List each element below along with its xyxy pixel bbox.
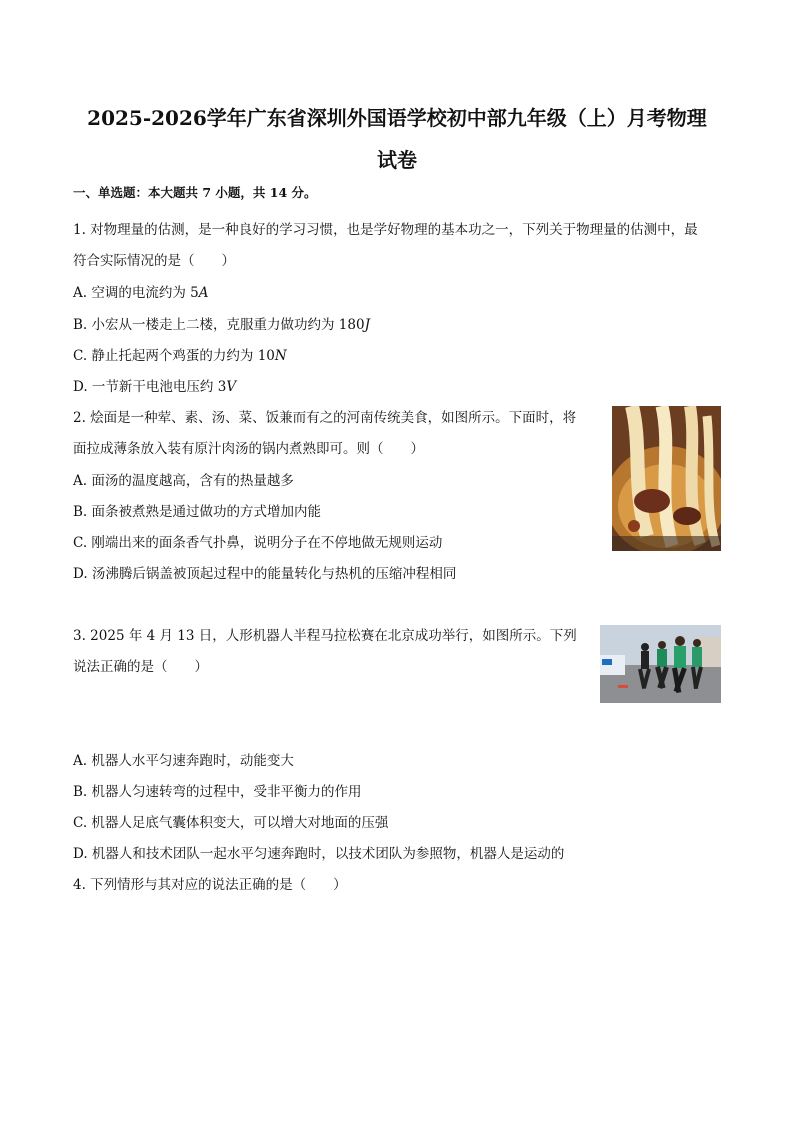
question-1-option-a	[73, 281, 208, 301]
question-2-stem: 2. 烩面是一种荤、素、汤、菜、饭兼而有之的河南传统美食，如图所示。下面时，将	[73, 410, 577, 426]
unit-symbol: N	[274, 348, 287, 364]
question-3-option-d: D. 机器人和技术团队一起水平匀速奔跑时，以技术团队为参照物，机器人是运动的	[73, 846, 565, 862]
question-1-stem-continued: 符合实际情况的是（ ）	[73, 253, 235, 269]
question-2-option-a: A. 面汤的温度越高，含有的热量越多	[73, 473, 294, 489]
unit-symbol: V	[226, 379, 237, 395]
unit-symbol: J	[364, 317, 370, 333]
option-text: A. 空调的电流约为 5	[73, 285, 199, 301]
question-3-stem: 3. 2025 年 4 月 13 日，人形机器人半程马拉松赛在北京成功举行，如图所示。下列	[73, 628, 577, 644]
question-3-option-b: B. 机器人匀速转弯的过程中，受非平衡力的作用	[73, 784, 362, 800]
question-1-option-c	[73, 344, 287, 364]
page-title-continued: 试卷	[377, 148, 417, 172]
question-4-stem: 4. 下列情形与其对应的说法正确的是（ ）	[73, 877, 347, 893]
section-heading: 一、单选题：本大题共 7 小题，共 14 分。	[73, 185, 317, 200]
question-3-option-a: A. 机器人水平匀速奔跑时，动能变大	[73, 753, 294, 769]
question-2-option-d: D. 汤沸腾后锅盖被顶起过程中的能量转化与热机的压缩冲程相同	[73, 566, 457, 582]
question-2-option-b: B. 面条被煮熟是通过做功的方式增加内能	[73, 504, 322, 520]
option-text: D. 一节新干电池电压约 3	[73, 379, 227, 395]
robot-marathon-image	[600, 625, 721, 703]
page-title: 2025-2026学年广东省深圳外国语学校初中部九年级（上）月考物理	[87, 106, 707, 130]
question-2-option-c: C. 刚端出来的面条香气扑鼻，说明分子在不停地做无规则运动	[73, 535, 443, 551]
noodle-soup-image	[612, 406, 721, 551]
unit-symbol: A	[198, 285, 209, 301]
question-2-stem-continued: 面拉成薄条放入装有原汁肉汤的锅内煮熟即可。则（ ）	[73, 441, 424, 457]
question-3-option-c: C. 机器人足底气囊体积变大，可以增大对地面的压强	[73, 815, 389, 831]
question-1-option-d	[73, 375, 236, 395]
question-1-stem: 1. 对物理量的估测，是一种良好的学习习惯，也是学好物理的基本功之一，下列关于物理量的估测中，最	[73, 222, 698, 238]
option-text: B. 小宏从一楼走上二楼，克服重力做功约为 180	[73, 317, 365, 333]
question-3-stem-continued: 说法正确的是（ ）	[73, 659, 208, 675]
option-text: C. 静止托起两个鸡蛋的力约为 10	[73, 348, 275, 364]
question-1-option-b	[73, 313, 370, 333]
